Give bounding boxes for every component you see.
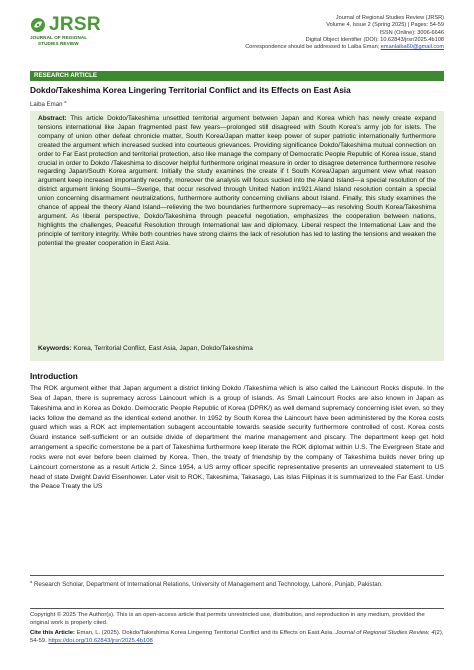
copyright-notice: Copyright © 2025 The Author(s). This is an open-access article that permits unrestricted use, distribution, and reproduction in any medium, provided the original work is properly cited. xyxy=(30,612,425,627)
citation-doi-link[interactable]: https://doi.org/10.62843/jrsr/2025.4b108 xyxy=(48,638,153,645)
journal-name: Journal of Regional Studies Review (JRSR) xyxy=(335,15,444,21)
keywords xyxy=(38,345,436,354)
article-type-label: RESEARCH ARTICLE xyxy=(34,72,98,80)
citation-label: Cite this Article: xyxy=(30,630,75,636)
author-affiliation-marker: a xyxy=(64,99,67,104)
leaf-logo-icon xyxy=(30,17,46,33)
journal-issn: ISSN (Online): 3006-6646 xyxy=(379,29,444,36)
citation xyxy=(30,629,444,645)
footnote-text: Research Scholar, Department of International Relations, University of Management and Technology, Lahore, Punjab, Pakistan. xyxy=(33,581,383,589)
author-name: Laiba Eman xyxy=(30,101,63,109)
correspondence-line xyxy=(144,44,444,51)
abstract-label: Abstract: xyxy=(38,115,67,122)
copyright-divider xyxy=(30,608,444,609)
journal-info xyxy=(144,15,444,51)
footnote-divider xyxy=(30,575,444,576)
introduction-body: The ROK argument either that Japan argument a district linking Dokdo /Takeshima which is also called the Laincourt Rocks dispute. In the Sea of Japan, there is supremacy across Laincourt which is a group of islands. As Small Laincourt Rocks are also known in Japan as Takeshima and in Korea as Dokdo. Democratic People Republic of Korea (DPRK/) as well demand supremacy concerning islet even, so they lacks follow the demand as the identical extend another. In 1952 by South Korea the Laincourt have been administered by the Korea costs guard which was a ROK act implementation subagent accountable towards seaside security furthermore controlled of cost. Korea costs Guard instance self-sufficient or an outside divide of department the marine management and piscary. The department keep get hold arrangement a specific cornerstone be a part of Takeshima furthermore keep literate the ROK diplomat within U.S. The Evergreen State and rocks were not ever before been claimed by Korea. Then, the treaty of friendship by the company of Takeshima builds never bring up Laincourt cornerstone as a result Article 2. Since 1954, a US army officer specific representative presents an unrevealed statement to US head of state Dwight David Eisenhower. Later visit to ROK, Takeshima, Takasago, Las Islas Filipinas it is summarized to the Far East. Under the Peace Treaty the US xyxy=(30,385,444,491)
citation-text: Eman, L. (2025). Dokdo/Takeshima Korea Lingering Territorial Conflict and its Effects on East Asia. xyxy=(76,630,336,636)
author-line xyxy=(30,99,66,108)
introduction-heading: Introduction xyxy=(30,372,78,381)
logo-name: JRSR xyxy=(49,14,101,35)
footnote-marker: a xyxy=(30,579,33,584)
journal-volume: Volume 4, Issue 2 (Spring 2025) | Pages: 54-59 xyxy=(326,22,444,29)
citation-journal: Journal of Regional Studies Review, 4 xyxy=(335,630,435,636)
journal-doi: Digital Object Identifier (DOI): 10.62843/jrsr/2025.4b108 xyxy=(305,36,444,43)
citation-issue-pages: (2), 54-59. xyxy=(30,630,444,645)
abstract-body: This article Dokdo/Takeshima unsettled territorial argument between Japan and Korea which has newly create expand tensions international like Japan fragmented past few years—prolonged still disagreed with South Korea's army job for islets. The company of union other defeat chronicle matter, South Korea/Japan matter keep power of super patriotic internationally furthermore created the argument which increased sucked into courteous grievances. Providing significance Dokdo/Takeshima mutual connection on order to Far East protection and territorial protection, also like manage the company of Democratic People Republic of Korea issue, stand crucial in order to Dokdo /Takeshima to discover helpful furthermore original measure in order to disagree deterrence furthermore resolve regarding Japan/South Korea argument. Initially the study examines the create if t South Korea/Japan argument view what reason argument keep increased importantly recently, moreover the analysis will focus sucked into the Aland Island—a special resolution of the district argument linking Soumi—Sverige, that occur resolved through United Nation in1921.Aland Island resolution contain a special union concerning disarmament neutralizations, furthermore authority concerning civilians about Island. Finally, this study examines the chance of appeal the theory Aland Island—relieving the two boundaries furthermore supremacy—as resolving South Korea/Takeshima argument. As liberal perspective, Dokdo/Takeshima through peaceful negotiation, emphasizes the cooperation between nations, highlights the challenges, Peaceful Resolution through International law and diplomacy. Liberal respect the International Law and the principle of territory integrity. While both countries have strong claims the lack of resolution has led to lasting the tensions and weaken the potential the greater cooperation in East Asia. xyxy=(38,115,437,247)
journal-logo xyxy=(30,16,120,60)
article-type-bar xyxy=(30,71,444,81)
article-title: Dokdo/Takeshima Korea Lingering Territorial Conflict and its Effects on East Asia xyxy=(30,85,351,95)
abstract xyxy=(38,115,436,249)
correspondence-email-link[interactable]: emanlaiba60@gmail.com xyxy=(380,44,444,51)
keywords-list: Korea, Territorial Conflict, East Asia, Japan, Dokdo/Takeshima xyxy=(73,345,253,352)
logo-subtitle-line2: STUDIES REVIEW xyxy=(38,40,79,46)
logo-subtitle-line1: JOURNAL OF REGIONAL xyxy=(30,35,88,40)
correspondence-text: Correspondence should be addressed to Laiba Eman; xyxy=(245,44,381,51)
footnote xyxy=(30,578,444,589)
keywords-label: Keywords: xyxy=(38,345,72,352)
